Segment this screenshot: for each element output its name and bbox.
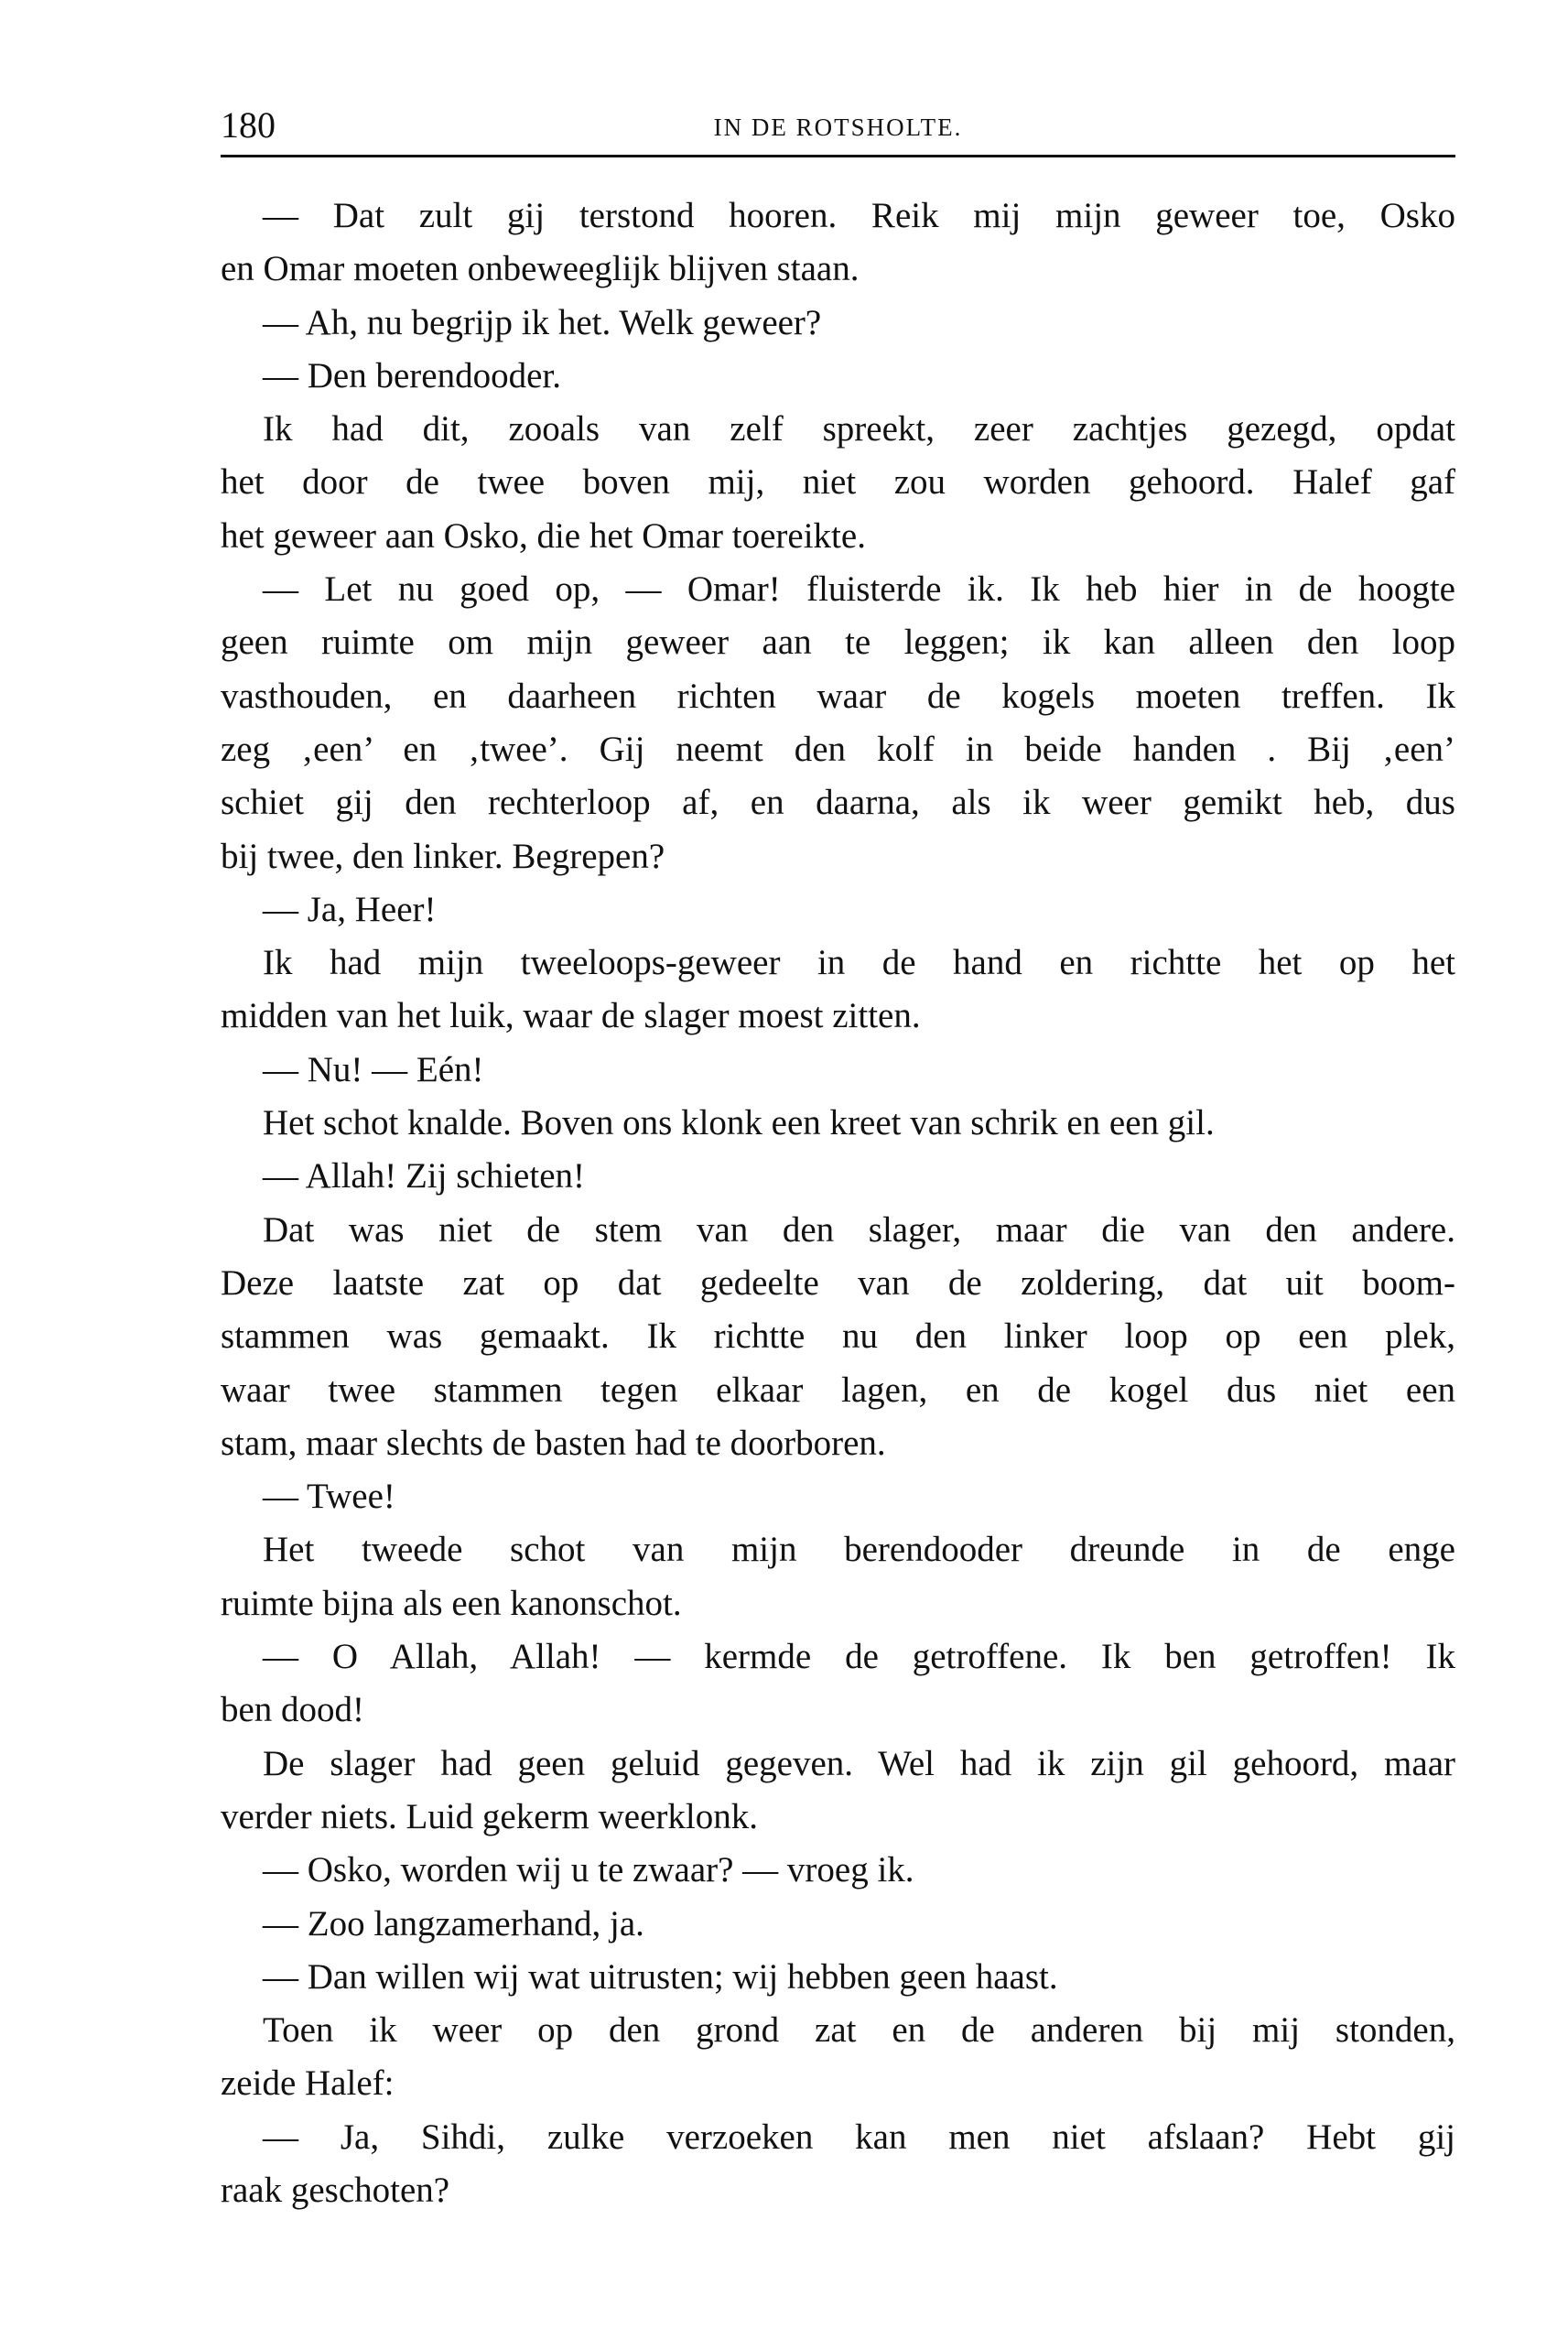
text-line: raak geschoten? xyxy=(221,2170,450,2210)
paragraph xyxy=(221,1898,1455,1951)
text-line: zeide Halef: xyxy=(221,2063,395,2104)
text-line: vasthouden, en daarheen richten waar de kogels moeten treffen. Ik xyxy=(221,676,1455,716)
text-line: ruimte bijna als een kanonschot. xyxy=(221,1583,682,1623)
text-line: — Zoo langzamerhand, ja. xyxy=(263,1903,644,1944)
paragraph xyxy=(221,1844,1455,1897)
paragraph xyxy=(221,350,1455,403)
text-line: Deze laatste zat op dat gedeelte van de zoldering, dat uit boom- xyxy=(221,1262,1455,1303)
text-line: Het tweede schot van mijn berendooder dreunde in de enge xyxy=(263,1530,1455,1570)
text-line: verder niets. Luid gekerm weerklonk. xyxy=(221,1796,758,1836)
paragraph xyxy=(221,1097,1455,1150)
text-line: stammen was gemaakt. Ik richtte nu den linker loop op een plek, xyxy=(221,1316,1455,1357)
text-line: schiet gij den rechterloop af, en daarna, als ik weer gemikt heb, dus xyxy=(221,783,1455,823)
text-line: — Den berendooder. xyxy=(263,355,561,395)
paragraph xyxy=(221,189,1455,297)
paragraph xyxy=(221,1738,1455,1845)
text-line: — Ja, Heer! xyxy=(263,889,437,929)
page-header xyxy=(221,103,1455,148)
text-line: — Allah! Zij schieten! xyxy=(263,1156,585,1196)
paragraph xyxy=(221,297,1455,350)
text-line: Ik had mijn tweeloops-geweer in de hand en richtte het op het xyxy=(263,943,1455,983)
text-line: Ik had dit, zooals van zelf spreekt, zeer zachtjes gezegd, opdat xyxy=(263,409,1455,449)
text-line: — Ja, Sihdi, zulke verzoeken kan men niet afslaan? Hebt gij xyxy=(263,2117,1455,2157)
text-line: stam, maar slechts de basten had te doorboren. xyxy=(221,1423,886,1463)
text-line: — Osko, worden wij u te zwaar? — vroeg ik. xyxy=(263,1850,914,1890)
paragraph xyxy=(221,937,1455,1044)
text-line: het geweer aan Osko, die het Omar toereikte. xyxy=(221,515,866,556)
paragraph xyxy=(221,1951,1455,2004)
text-line: — Twee! xyxy=(263,1477,395,1517)
text-line: — Dan willen wij wat uitrusten; wij hebben geen haast. xyxy=(263,1956,1058,1997)
paragraph xyxy=(221,2004,1455,2111)
text-line: midden van het luik, waar de slager moest zitten. xyxy=(221,996,921,1036)
paragraph xyxy=(221,2111,1455,2218)
paragraph xyxy=(221,1523,1455,1630)
text-line: — Dat zult gij terstond hooren. Reik mij mijn geweer toe, Osko xyxy=(263,196,1455,235)
text-line: het door de twee boven mij, niet zou worden gehoord. Halef gaf xyxy=(221,462,1455,503)
text-line: ben dood! xyxy=(221,1690,365,1730)
paragraph xyxy=(221,1630,1455,1738)
text-line: — O Allah, Allah! — kermde de getroffene. Ik ben getroffen! Ik xyxy=(263,1637,1455,1677)
paragraph xyxy=(221,563,1455,883)
text-line: Toen ik weer op den grond zat en de anderen bij mij stonden, xyxy=(263,2010,1455,2051)
text-line: waar twee stammen tegen elkaar lagen, en de kogel dus niet een xyxy=(221,1370,1455,1410)
text-line: bij twee, den linker. Begrepen? xyxy=(221,836,665,876)
header-rule xyxy=(221,155,1455,157)
text-line: en Omar moeten onbeweeglijk blijven staan. xyxy=(221,249,860,289)
text-line: Dat was niet de stem van den slager, maar die van den andere. xyxy=(263,1209,1455,1250)
paragraph xyxy=(221,1204,1455,1470)
text-line: De slager had geen geluid gegeven. Wel had ik zijn gil gehoord, maar xyxy=(263,1743,1455,1783)
running-title: IN DE ROTSHOLTE. xyxy=(713,114,963,141)
paragraph xyxy=(221,403,1455,563)
text-line: — Ah, nu begrijp ik het. Welk geweer? xyxy=(263,302,822,342)
text-line: zeg ‚een’ en ‚twee’. Gij neemt den kolf in beide handen . Bij ‚een’ xyxy=(221,729,1455,769)
body-text xyxy=(221,189,1455,2217)
text-line: — Let nu goed op, — Omar! fluisterde ik. Ik heb hier in de hoogte xyxy=(263,569,1455,610)
paragraph xyxy=(221,1150,1455,1203)
paragraph xyxy=(221,1044,1455,1097)
page-number: 180 xyxy=(221,104,276,146)
text-line: geen ruimte om mijn geweer aan te leggen; ik kan alleen den loop xyxy=(221,623,1455,663)
paragraph xyxy=(221,883,1455,937)
text-line: — Nu! — Eén! xyxy=(263,1049,484,1089)
text-line: Het schot knalde. Boven ons klonk een kreet van schrik en een gil. xyxy=(263,1103,1215,1143)
paragraph xyxy=(221,1470,1455,1523)
